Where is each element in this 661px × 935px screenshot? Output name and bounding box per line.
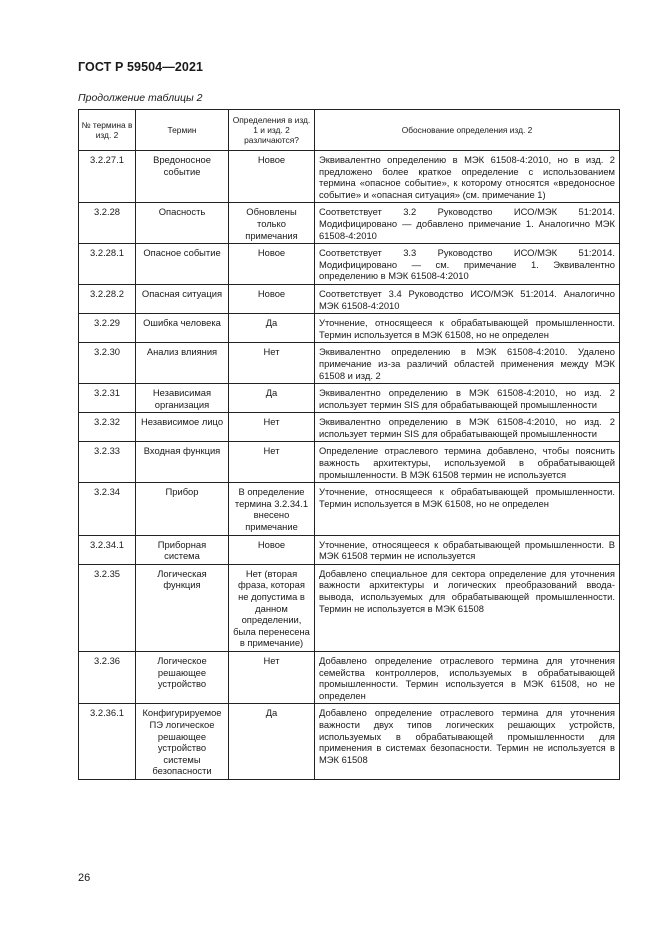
term-number: 3.2.31 (79, 384, 136, 413)
definition-difference: Да (229, 384, 315, 413)
term-name: Конфигурируемое ПЭ логическое решающее устройство системы безопасности (136, 704, 229, 780)
term-name: Независимое лицо (136, 413, 229, 442)
definition-difference: Нет (вторая фраза, которая не допустима в данном определении, была перенесена в примечание) (229, 564, 315, 651)
table-header-row (79, 110, 620, 151)
definition-justification: Добавлено специальное для сектора определение для уточнения важности архитектуры и логических преобразований ввода-вывода, используемых для обрабатывающей промышленности. Термин не используется в МЭК 61508 (315, 564, 620, 651)
definition-justification: Эквивалентно определению в МЭК 61508-4:2010, но изд. 2 использует термин SIS для обрабатывающей промышленности (315, 413, 620, 442)
table-row (79, 535, 620, 564)
definition-difference: Новое (229, 151, 315, 203)
term-name: Опасное событие (136, 244, 229, 285)
column-header-number: № термина в изд. 2 (79, 110, 136, 151)
term-name: Входная функция (136, 442, 229, 483)
column-header-difference: Определения в изд. 1 и изд. 2 различаются? (229, 110, 315, 151)
table-row (79, 413, 620, 442)
term-number: 3.2.28.2 (79, 284, 136, 313)
definition-difference: Да (229, 314, 315, 343)
term-number: 3.2.28 (79, 203, 136, 244)
definition-justification: Определение отраслевого термина добавлено, чтобы пояснить важность архитектуры, используемой в обрабатывающей промышленности. В МЭК 61508 термин не используется (315, 442, 620, 483)
definition-justification: Эквивалентно определению в МЭК 61508-4:2010. Удалено примечание из-за различий областей применения между МЭК 61508 и изд. 2 (315, 343, 620, 384)
definition-justification: Соответствует 3.3 Руководство ИСО/МЭК 51:2014. Модифицировано — см. примечание 1. Эквивалентно определению в МЭК 61508-4:2010 (315, 244, 620, 285)
term-name: Опасность (136, 203, 229, 244)
definition-justification: Уточнение, относящееся к обрабатывающей промышленности. Термин используется в МЭК 61508, но не определен (315, 483, 620, 535)
term-name: Вредоносное событие (136, 151, 229, 203)
table-row (79, 483, 620, 535)
definition-justification: Добавлено определение отраслевого термина для уточнения семейства контроллеров, используемых в обрабатывающей промышленности. Термин используется в МЭК 61508, но не определен (315, 651, 620, 703)
term-name: Приборная система (136, 535, 229, 564)
definition-difference: Нет (229, 343, 315, 384)
definition-difference: Нет (229, 651, 315, 703)
table-row (79, 314, 620, 343)
definition-justification: Эквивалентно определению в МЭК 61508-4:2010, но в изд. 2 предложено более краткое определение с использованием термина «опасное событие», к которому относятся «вредоносное событие» и «опасная ситуация» (см. примечание 1) (315, 151, 620, 203)
table-row (79, 384, 620, 413)
term-number: 3.2.28.1 (79, 244, 136, 285)
definition-justification: Уточнение, относящееся к обрабатывающей промышленности. Термин используется в МЭК 61508, но не определен (315, 314, 620, 343)
definition-justification: Эквивалентно определению в МЭК 61508-4:2010, но изд. 2 использует термин SIS для обрабатывающей промышленности (315, 384, 620, 413)
table-row (79, 203, 620, 244)
term-name: Прибор (136, 483, 229, 535)
table-row (79, 284, 620, 313)
column-header-term: Термин (136, 110, 229, 151)
term-name: Анализ влияния (136, 343, 229, 384)
document-id: ГОСТ Р 59504—2021 (78, 60, 204, 74)
definition-difference: В определение термина 3.2.34.1 внесено примечание (229, 483, 315, 535)
term-number: 3.2.33 (79, 442, 136, 483)
definition-difference: Новое (229, 284, 315, 313)
definition-justification: Добавлено определение отраслевого термина для уточнения важности двух типов логических решающих устройств, используемых в обрабатывающей промышленности для применения в системах безопасности. Термин не используется в МЭК 61508 (315, 704, 620, 780)
term-name: Опасная ситуация (136, 284, 229, 313)
table-row (79, 564, 620, 651)
term-number: 3.2.30 (79, 343, 136, 384)
term-number: 3.2.32 (79, 413, 136, 442)
table-row (79, 704, 620, 780)
table-row (79, 343, 620, 384)
term-number: 3.2.36 (79, 651, 136, 703)
table-caption: Продолжение таблицы 2 (78, 92, 203, 104)
definition-difference: Нет (229, 442, 315, 483)
column-header-justification: Обоснование определения изд. 2 (315, 110, 620, 151)
term-name: Логическое решающее устройство (136, 651, 229, 703)
term-name: Ошибка человека (136, 314, 229, 343)
term-number: 3.2.34.1 (79, 535, 136, 564)
table-row (79, 244, 620, 285)
definition-difference: Новое (229, 535, 315, 564)
term-name: Независимая организация (136, 384, 229, 413)
definition-difference: Да (229, 704, 315, 780)
term-number: 3.2.34 (79, 483, 136, 535)
definition-difference: Нет (229, 413, 315, 442)
table-row (79, 151, 620, 203)
term-name: Логическая функция (136, 564, 229, 651)
table-row (79, 442, 620, 483)
definition-justification: Соответствует 3.4 Руководство ИСО/МЭК 51:2014. Аналогично МЭК 61508-4:2010 (315, 284, 620, 313)
definition-difference: Обновлены только примечания (229, 203, 315, 244)
page-number: 26 (78, 872, 91, 884)
definition-justification: Уточнение, относящееся к обрабатывающей промышленности. В МЭК 61508 термин не используется (315, 535, 620, 564)
terms-table (78, 109, 620, 780)
term-number: 3.2.29 (79, 314, 136, 343)
definition-difference: Новое (229, 244, 315, 285)
definition-justification: Соответствует 3.2 Руководство ИСО/МЭК 51:2014. Модифицировано — добавлено примечание 1. Аналогично МЭК 61508-4:2010 (315, 203, 620, 244)
term-number: 3.2.35 (79, 564, 136, 651)
term-number: 3.2.27.1 (79, 151, 136, 203)
term-number: 3.2.36.1 (79, 704, 136, 780)
table-row (79, 651, 620, 703)
